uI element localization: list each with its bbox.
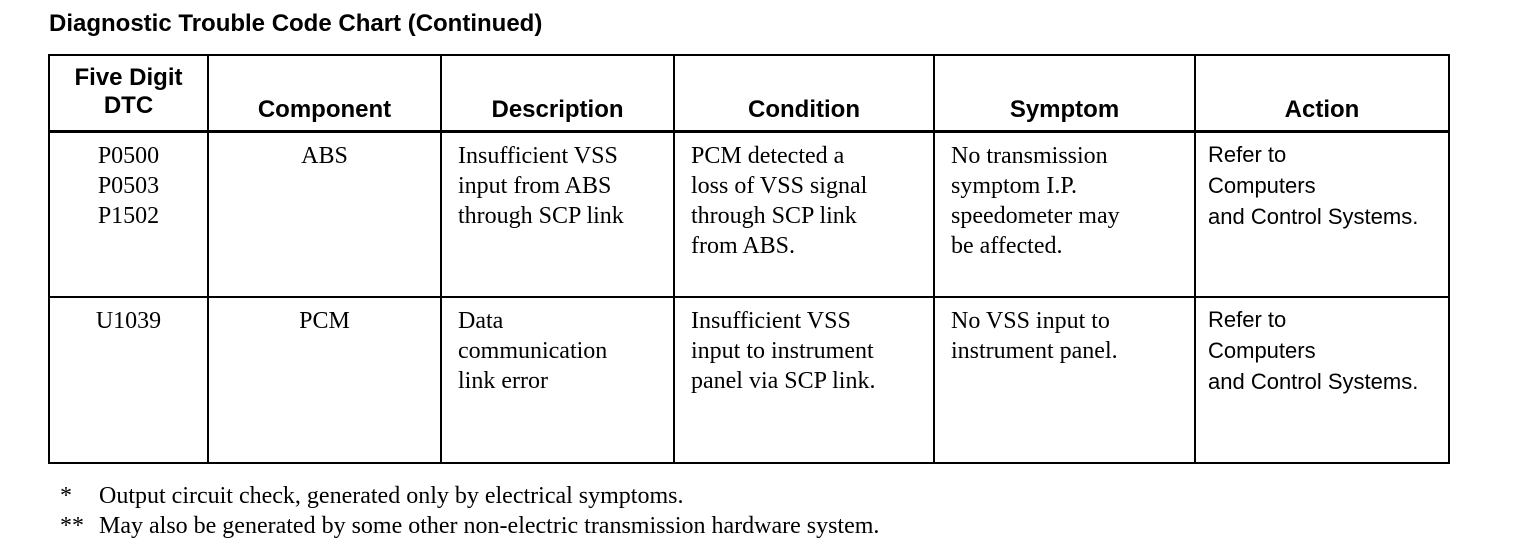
action-line: Computers bbox=[1208, 172, 1316, 198]
header-component: Component bbox=[208, 55, 441, 131]
description-cell bbox=[441, 297, 674, 463]
condition-line: input to instrument bbox=[691, 338, 874, 364]
dtc-table bbox=[48, 54, 1450, 464]
header-description: Description bbox=[441, 55, 674, 131]
dtc-cell bbox=[49, 297, 208, 463]
action-cell bbox=[1195, 131, 1449, 297]
symptom-line: symptom I.P. bbox=[951, 172, 1078, 199]
action-cell bbox=[1195, 297, 1449, 463]
condition-line: PCM detected a bbox=[691, 142, 845, 169]
symptom-cell bbox=[934, 297, 1195, 463]
symptom-line: be affected. bbox=[951, 232, 1063, 259]
symptom-line: instrument panel. bbox=[951, 338, 1118, 364]
footnote-mark: * bbox=[60, 483, 72, 509]
table-header-row bbox=[49, 55, 1449, 131]
description-line: Insufficient VSS bbox=[458, 142, 618, 169]
dtc-cell bbox=[49, 131, 208, 297]
footnote-mark: ** bbox=[60, 513, 84, 539]
condition-line: from ABS. bbox=[691, 232, 796, 259]
description-line: link error bbox=[458, 368, 548, 394]
description-cell bbox=[441, 131, 674, 297]
footnote-text: May also be generated by some other non-electric transmission hardware system. bbox=[99, 513, 880, 539]
action-line: Refer to bbox=[1208, 141, 1287, 167]
header-condition: Condition bbox=[674, 55, 934, 131]
action-line: and Control Systems. bbox=[1208, 369, 1419, 394]
header-dtc-line: Five Digit bbox=[74, 64, 183, 91]
dtc-code: P0503 bbox=[97, 172, 160, 199]
footnote bbox=[60, 481, 683, 511]
footnote bbox=[60, 511, 879, 541]
page-title: Diagnostic Trouble Code Chart (Continued) bbox=[49, 10, 543, 37]
table-row bbox=[49, 131, 1449, 297]
condition-line: loss of VSS signal bbox=[691, 172, 868, 199]
component-cell: ABS bbox=[208, 131, 441, 297]
header-action: Action bbox=[1195, 55, 1449, 131]
description-line: Data bbox=[458, 308, 504, 334]
symptom-line: No VSS input to bbox=[951, 308, 1110, 334]
condition-line: Insufficient VSS bbox=[691, 308, 851, 334]
condition-cell bbox=[674, 131, 934, 297]
footnote-text: Output circuit check, generated only by electrical symptoms. bbox=[99, 483, 684, 509]
action-line: and Control Systems. bbox=[1208, 203, 1419, 229]
header-dtc-line: DTC bbox=[103, 92, 154, 119]
condition-line: panel via SCP link. bbox=[691, 368, 876, 394]
action-line: Refer to bbox=[1208, 307, 1287, 332]
symptom-cell bbox=[934, 131, 1195, 297]
action-line: Computers bbox=[1208, 338, 1316, 363]
symptom-line: speedometer may bbox=[951, 202, 1120, 229]
description-line: through SCP link bbox=[458, 202, 624, 229]
dtc-code: U1039 bbox=[95, 308, 162, 334]
condition-line: through SCP link bbox=[691, 202, 857, 229]
dtc-code: P0500 bbox=[97, 142, 160, 169]
dtc-code: P1502 bbox=[97, 202, 160, 229]
header-five-digit-dtc bbox=[49, 55, 208, 131]
description-line: communication bbox=[458, 338, 608, 364]
component-cell: PCM bbox=[208, 297, 441, 463]
table-row bbox=[49, 297, 1449, 463]
description-line: input from ABS bbox=[458, 172, 612, 199]
condition-cell bbox=[674, 297, 934, 463]
symptom-line: No transmission bbox=[951, 142, 1108, 169]
header-symptom: Symptom bbox=[934, 55, 1195, 131]
